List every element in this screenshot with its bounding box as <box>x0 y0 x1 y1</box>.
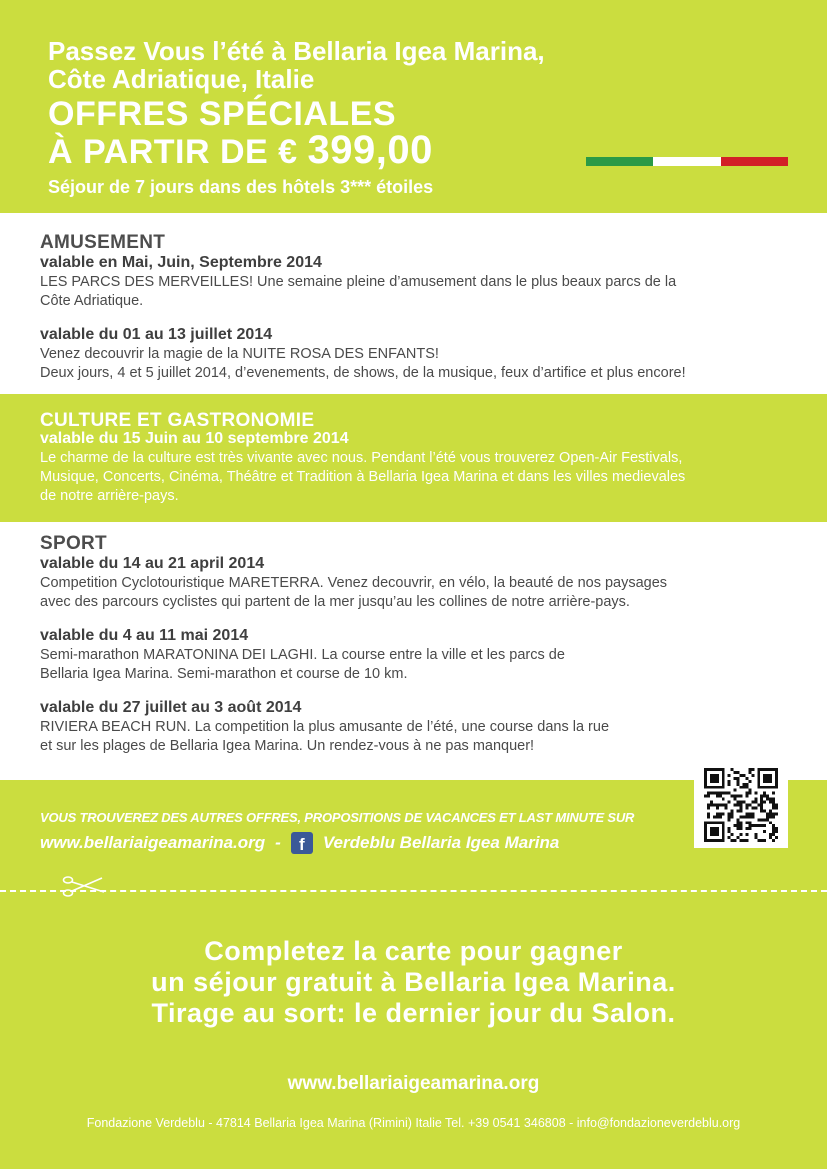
sport-period-3: valable du 27 juillet au 3 août 2014 <box>40 699 302 716</box>
sport-text-1b: avec des parcours cyclistes qui partent de la mer jusqu’au les collines de notre arrière-pays. <box>40 594 630 610</box>
contest-line-2: un séjour gratuit à Bellaria Igea Marina. <box>151 967 676 997</box>
facebook-icon[interactable]: f <box>291 832 313 854</box>
offers-heading: OFFRES SPÉCIALES <box>48 95 397 133</box>
amusement-section <box>0 233 827 393</box>
header-line1: Passez Vous l’été à Bellaria Igea Marina, <box>48 36 545 66</box>
contest-line-1: Completez la carte pour gagner <box>204 936 623 966</box>
flag-red-stripe <box>721 157 788 166</box>
sport-title: SPORT <box>40 533 107 554</box>
link-separator: - <box>275 833 281 852</box>
amusement-text-1a: LES PARCS DES MERVEILLES! Une semaine pleine d’amusement dans le plus beaux parcs de la <box>40 274 677 290</box>
sport-text-3a: RIVIERA BEACH RUN. La competition la plus amusante de l’été, une course dans la rue <box>40 719 610 735</box>
price-prefix: À PARTIR DE € <box>48 133 298 171</box>
flag-white-stripe <box>653 157 720 166</box>
culture-text-1: Le charme de la culture est très vivante avec nous. Pendant l’été vous trouverez Open-Air Festivals, <box>40 450 683 466</box>
amusement-text-2a: Venez decouvrir la magie de la NUITE ROSA DES ENFANTS! <box>40 346 439 362</box>
sport-period-1: valable du 14 au 21 april 2014 <box>40 555 265 572</box>
amusement-text-1b: Côte Adriatique. <box>40 293 144 309</box>
amusement-text-2b: Deux jours, 4 et 5 juillet 2014, d’evenements, de shows, de la musique, feux d’artifice et plus encore! <box>40 365 686 381</box>
sport-section <box>0 534 827 774</box>
contest-line-3: Tirage au sort: le dernier jour du Salon. <box>151 998 676 1028</box>
price-value: 399,00 <box>307 128 433 172</box>
flag-green-stripe <box>586 157 653 166</box>
qr-code-icon <box>694 762 788 848</box>
stay-info: Séjour de 7 jours dans des hôtels 3*** étoiles <box>48 177 434 197</box>
culture-title: CULTURE ET GASTRONOMIE <box>40 410 315 431</box>
header-banner <box>0 0 827 213</box>
more-offers-text: VOUS TROUVEREZ DES AUTRES OFFRES, PROPOSITIONS DE VACANCES ET LAST MINUTE SUR <box>40 810 635 825</box>
footer-website-link[interactable]: www.bellariaigeamarina.org <box>287 1073 540 1094</box>
culture-period: valable du 15 Juin au 10 septembre 2014 <box>40 430 349 447</box>
scissors-icon <box>62 872 106 900</box>
culture-section <box>0 394 827 522</box>
price-heading <box>48 130 433 172</box>
amusement-title: AMUSEMENT <box>40 232 166 253</box>
amusement-period-2: valable du 01 au 13 juillet 2014 <box>40 326 273 343</box>
sport-text-1a: Competition Cyclotouristique MARETERRA. Venez decouvrir, en vélo, la beauté de nos paysages <box>40 575 668 591</box>
qr-code-graphic <box>700 768 782 842</box>
web-links <box>40 832 559 854</box>
website-link[interactable]: www.bellariaigeamarina.org <box>40 833 266 852</box>
culture-text-2: Musique, Concerts, Cinéma, Théâtre et Tradition à Bellaria Igea Marina et dans les villes medievales <box>40 469 686 485</box>
contest-text <box>0 936 827 1029</box>
sport-text-3b: et sur les plages de Bellaria Igea Marina. Un rendez-vous à ne pas manquer! <box>40 738 535 754</box>
amusement-period-1: valable en Mai, Juin, Septembre 2014 <box>40 254 322 271</box>
sport-text-2a: Semi-marathon MARATONINA DEI LAGHI. La course entre la ville et les parcs de <box>40 647 565 663</box>
cut-line <box>0 890 827 892</box>
footer-address: Fondazione Verdeblu - 47814 Bellaria Igea Marina (Rimini) Italie Tel. +39 0541 346808 - info@fondazioneverdeblu.org <box>86 1116 741 1130</box>
header-line2: Côte Adriatique, Italie <box>48 64 315 94</box>
sport-period-2: valable du 4 au 11 mai 2014 <box>40 627 249 644</box>
footer-section <box>0 780 827 1169</box>
facebook-link[interactable]: Verdeblu Bellaria Igea Marina <box>322 833 560 852</box>
sport-text-2b: Bellaria Igea Marina. Semi-marathon et course de 10 km. <box>40 666 408 682</box>
culture-text-3: de notre arrière-pays. <box>40 488 179 504</box>
italian-flag-icon <box>586 157 788 166</box>
